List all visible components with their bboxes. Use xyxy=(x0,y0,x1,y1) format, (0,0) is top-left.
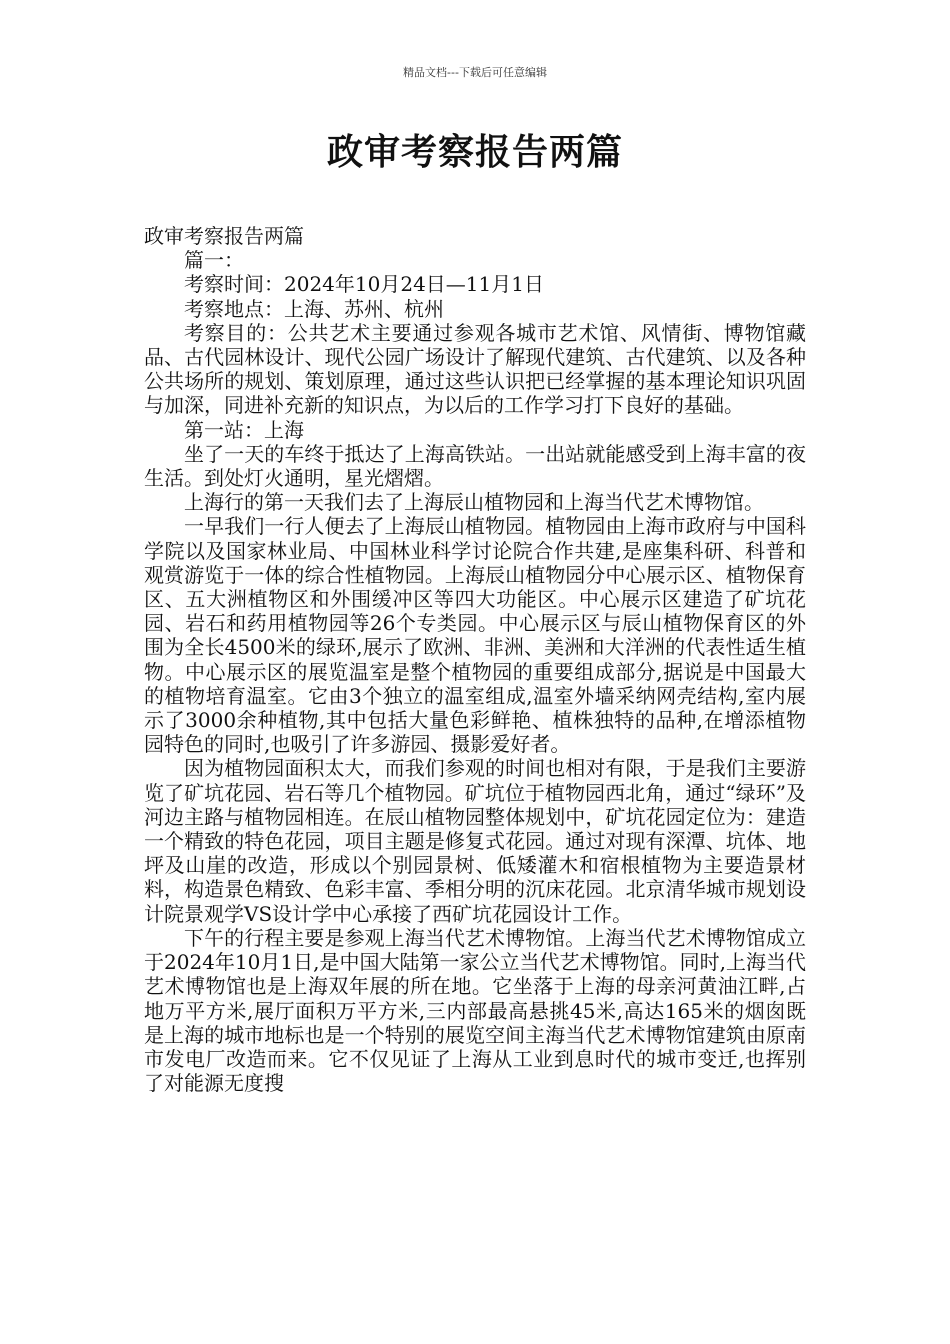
paragraph-botanical-garden: 一早我们一行人便去了上海辰山植物园。植物园由上海市政府与中国科学院以及国家林业局、中国林业科学讨论院合作共建,是座集科研、科普和观赏游览于一体的综合性植物园。上海辰山植物园分中心展示区、植物保育区、五大洲植物区和外围缓冲区等四大功能区。中心展示区建造了矿坑花园、岩石和药用植物园等26个专类园。中心展示区与辰山植物保育区的外围为全长4500米的绿环,展示了欧洲、非洲、美洲和大洋洲的代表性适生植物。中心展示区的展览温室是整个植物园的重要组成部分,据说是中国最大的植物培育温室。它由3个独立的温室组成,温室外墙采纳网壳结构,室内展示了3000余种植物,其中包括大量色彩鲜艳、植株独特的品种,在增添植物园特色的同时,也吸引了许多游园、摄影爱好者。 xyxy=(144,514,806,757)
inspection-purpose: 考察目的：公共艺术主要通过参观各城市艺术馆、风情街、博物馆藏品、古代园林设计、现代公园广场设计了解现代建筑、古代建筑、以及各种公共场所的规划、策划原理，通过这些认识把已经掌握的基本理论知识巩固与加深，同进补充新的知识点，为以后的工作学习打下良好的基础。 xyxy=(144,320,806,418)
first-stop-heading: 第一站：上海 xyxy=(184,417,304,442)
paragraph-day-one: 上海行的第一天我们去了上海辰山植物园和上海当代艺术博物馆。 xyxy=(184,490,764,515)
document-body xyxy=(144,224,806,1095)
paragraph-arrival: 坐了一天的车终于抵达了上海高铁站。一出站就能感受到上海丰富的夜生活。到处灯火通明，星光熠熠。 xyxy=(144,441,806,491)
inspection-time: 考察时间：2024年10月24日—11月1日 xyxy=(184,272,544,297)
section-label: 篇一： xyxy=(184,248,244,273)
inspection-location: 考察地点：上海、苏州、杭州 xyxy=(184,296,444,321)
body-heading: 政审考察报告两篇 xyxy=(144,224,304,248)
paragraph-art-museum: 下午的行程主要是参观上海当代艺术博物馆。上海当代艺术博物馆成立于2024年10月1日,是中国大陆第一家公立当代艺术博物馆。同时,上海当代艺术博物馆也是上海双年展的所在地。它坐落于上海的母亲河黄油江畔,占地万平方米,展厅面积万平方米,三内部最高悬挑45米,高达165米的烟囱既是上海的城市地标也是一个特别的展览空间主海当代艺术博物馆建筑由原南市发电厂改造而来。它不仅见证了上海从工业到息时代的城市变迁,也挥别了对能源无度搜 xyxy=(144,925,806,1096)
page-header: 精品文档---下载后可任意编辑 xyxy=(403,66,547,79)
paragraph-quarry-garden: 因为植物园面积太大，而我们参观的时间也相对有限，于是我们主要游览了矿坑花园、岩石等几个植物园。矿坑位于植物园西北角，通过“绿环”及河边主路与植物园相连。在辰山植物园整体规划中，矿坑花园定位为：建造一个精致的特色花园，项目主题是修复式花园。通过对现有深潭、坑体、地坪及山崖的改造，形成以个别园景树、低矮灌木和宿根植物为主要造景材料，构造景色精致、色彩丰富、季相分明的沉床花园。北京清华城市规划设计院景观学VS设计学中心承接了西矿坑花园设计工作。 xyxy=(144,756,806,926)
document-title: 政审考察报告两篇 xyxy=(326,132,623,173)
